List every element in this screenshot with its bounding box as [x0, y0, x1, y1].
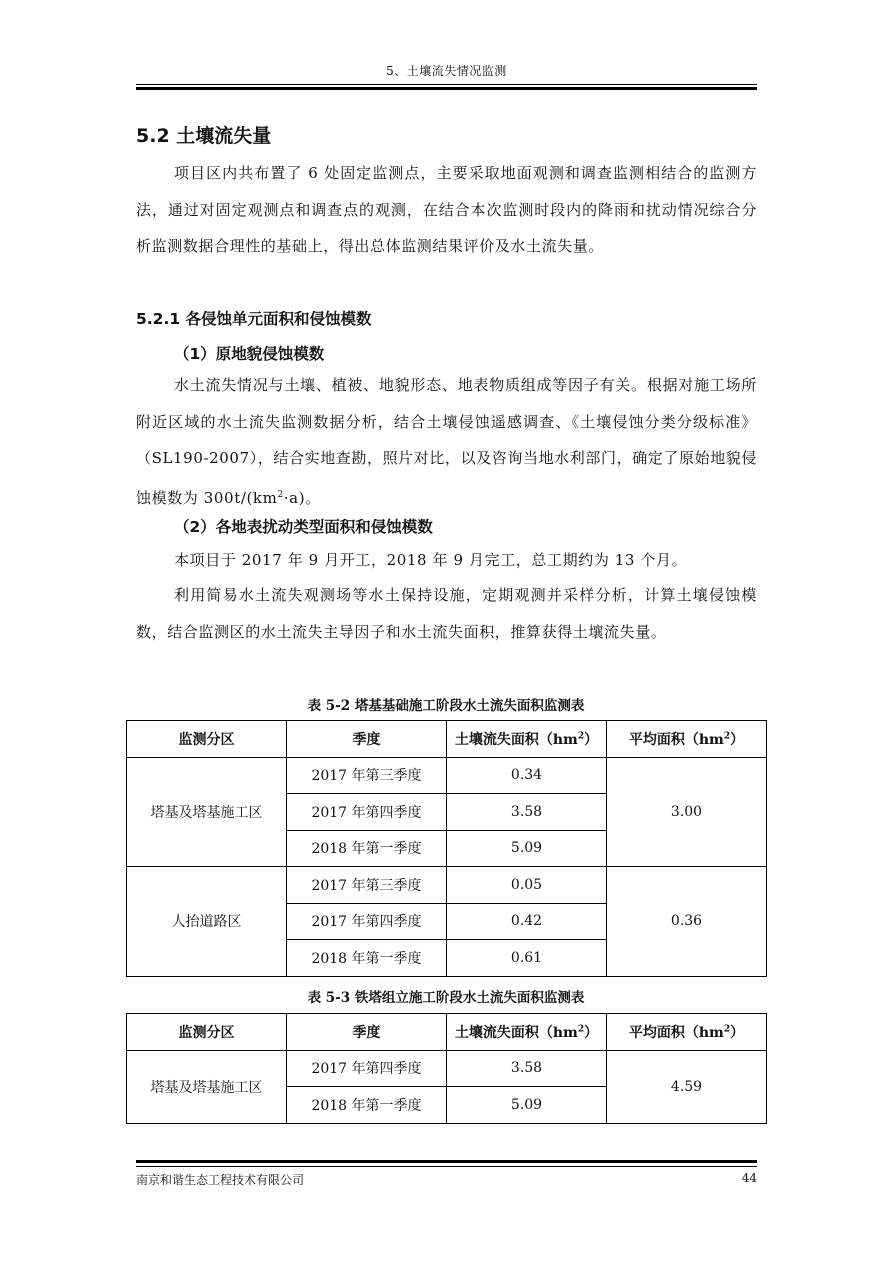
table1-header-avg: 平均面积$(hm^2)$: [607, 721, 767, 758]
part2-paragraph-1: 本项目于 2017 年 9 月开工，2018 年 9 月完工，总工期约为 13 个月。: [174, 551, 688, 569]
table1-area-cell: 3.58: [447, 794, 607, 831]
part1-text-a: 水土流失情况与土壤、植被、地貌形态、地表物质组成等因子有关。根据对施工场所附近区域的水土流失监测数据分析，结合土壤侵蚀遥感调查、《土壤侵蚀分类分级标准》（SL190-2007），结合实地查勘，照片对比，以及咨询当地水利部门，确定了原始地貌侵蚀模数为 300t/(km: [136, 376, 758, 507]
table1-season-cell: 2017 年第四季度: [287, 794, 447, 831]
table2-avg-cell: 4.59: [607, 1050, 767, 1123]
table1-area-cell: 0.61: [447, 940, 607, 977]
part1-paragraph: [136, 367, 757, 516]
table2-area-cell: 5.09: [447, 1087, 607, 1124]
table2-season-cell: 2017 年第四季度: [287, 1050, 447, 1087]
table2-header-season: 季度: [287, 1014, 447, 1051]
table1-header-zone: 监测分区: [127, 721, 287, 758]
table1: [126, 720, 767, 977]
subsection-title: 5.2.1 各侵蚀单元面积和侵蚀模数: [136, 310, 372, 328]
table2-zone-cell: 塔基及塔基施工区: [127, 1050, 287, 1123]
table1-area-cell: 0.34: [447, 757, 607, 794]
table1-avg-cell: 3.00: [607, 757, 767, 867]
header-rule-thick: [136, 87, 757, 90]
table2-area-cell: 3.58: [447, 1050, 607, 1087]
table2-season-cell: 2018 年第一季度: [287, 1087, 447, 1124]
footer-rule-thick: [136, 1160, 757, 1163]
table1-area-cell: 5.09: [447, 830, 607, 867]
table-row: [127, 757, 767, 794]
section-title: 5.2 土壤流失量: [136, 125, 272, 147]
table2-header-area: 土壤流失面积$(hm^2)$: [447, 1014, 607, 1051]
part2-title: （2）各地表扰动类型面积和侵蚀模数: [174, 518, 433, 536]
footer-rule-thin: [136, 1166, 757, 1167]
table1-season-cell: 2018 年第一季度: [287, 830, 447, 867]
table2-header-row: [127, 1014, 767, 1051]
table1-season-cell: 2017 年第三季度: [287, 867, 447, 904]
part1-text-b: ·a)。: [283, 488, 321, 507]
table1-zone-cell: 塔基及塔基施工区: [127, 757, 287, 867]
table1-zone-cell: 人抬道路区: [127, 867, 287, 977]
table1-header-area: 土壤流失面积$(hm^2)$: [447, 721, 607, 758]
part1-superscript: 2: [277, 489, 284, 500]
table1-season-cell: 2017 年第四季度: [287, 903, 447, 940]
table1-season-cell: 2018 年第一季度: [287, 940, 447, 977]
header-rule-thin: [136, 84, 757, 85]
table2-header-avg: 平均面积$(hm^2)$: [607, 1014, 767, 1051]
table-row: [127, 1050, 767, 1087]
table1-area-cell: 0.42: [447, 903, 607, 940]
table1-caption: 表 5-2 塔基基础施工阶段水土流失面积监测表: [307, 698, 585, 714]
table-row: [127, 867, 767, 904]
part1-title: （1）原地貌侵蚀模数: [174, 345, 325, 363]
table1-season-cell: 2017 年第三季度: [287, 757, 447, 794]
table1-area-cell: 0.05: [447, 867, 607, 904]
table2: [126, 1013, 767, 1124]
table1-header-row: [127, 721, 767, 758]
running-header: 5、土壤流失情况监测: [386, 64, 507, 78]
table1-header-season: 季度: [287, 721, 447, 758]
table2-caption: 表 5-3 铁塔组立施工阶段水土流失面积监测表: [307, 990, 585, 1006]
footer-company: 南京和谐生态工程技术有限公司: [136, 1173, 305, 1187]
table1-avg-cell: 0.36: [607, 867, 767, 977]
intro-paragraph: 项目区内共布置了 6 处固定监测点，主要采取地面观测和调查监测相结合的监测方法，通过对固定观测点和调查点的观测，在结合本次监测时段内的降雨和扰动情况综合分析监测数据合理性的基础上，得出总体监测结果评价及水土流失量。: [136, 164, 757, 255]
page-number: 44: [741, 1171, 757, 1185]
table2-header-zone: 监测分区: [127, 1014, 287, 1051]
part2-paragraph-2: 利用简易水土流失观测场等水土保持设施，定期观测并采样分析，计算土壤侵蚀模数，结合监测区的水土流失主导因子和水土流失面积，推算获得土壤流失量。: [136, 586, 757, 641]
